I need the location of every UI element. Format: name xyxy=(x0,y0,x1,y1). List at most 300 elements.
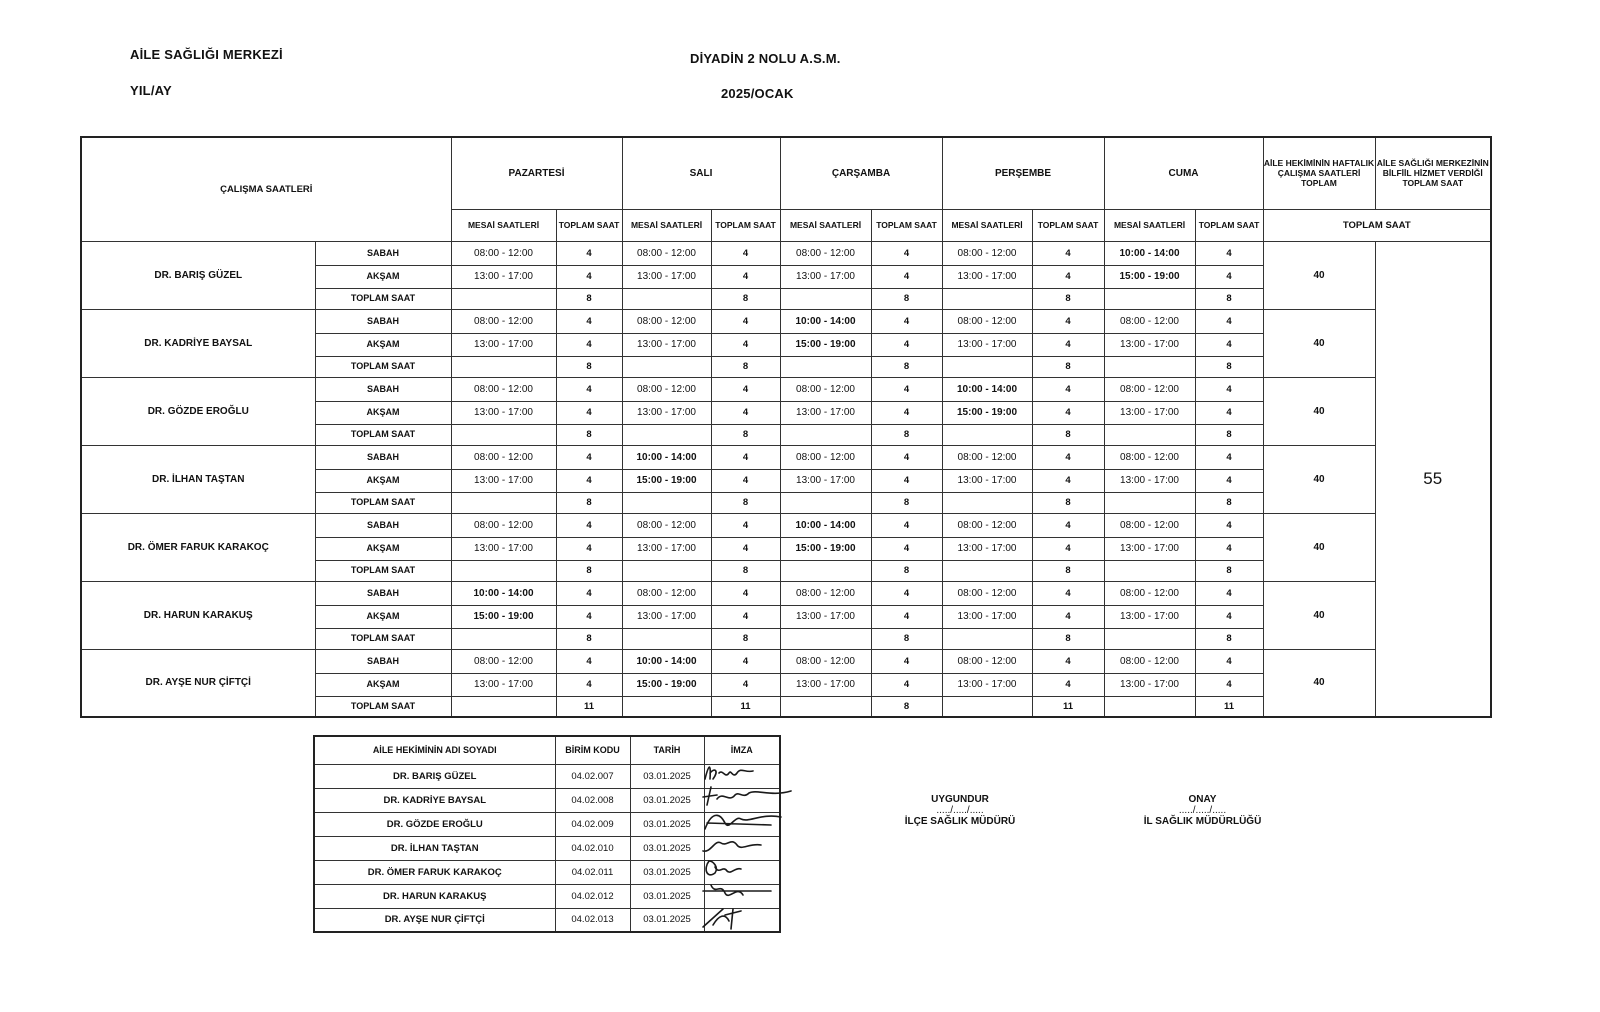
signature-table xyxy=(313,735,781,933)
shift-hours: 4 xyxy=(711,673,780,696)
day-total: 8 xyxy=(1195,424,1263,445)
shift-label: SABAH xyxy=(315,581,451,605)
shift-label: SABAH xyxy=(315,445,451,469)
shift-time: 08:00 - 12:00 xyxy=(942,445,1032,469)
weekly-total: 40 xyxy=(1263,581,1375,649)
shift-hours: 4 xyxy=(1195,649,1263,673)
day-total: 8 xyxy=(1032,288,1104,309)
mesai-header: MESAİ SAATLERİ xyxy=(1104,209,1195,241)
shift-label: SABAH xyxy=(315,309,451,333)
empty-cell xyxy=(942,492,1032,513)
toplam-header: TOPLAM SAAT xyxy=(1032,209,1104,241)
sig-doctor-name: DR. AYŞE NUR ÇİFTÇİ xyxy=(314,908,555,932)
empty-cell xyxy=(451,560,556,581)
shift-hours: 4 xyxy=(1032,377,1104,401)
empty-cell xyxy=(942,628,1032,649)
shift-time: 13:00 - 17:00 xyxy=(1104,537,1195,560)
mesai-header: MESAİ SAATLERİ xyxy=(942,209,1032,241)
day-total: 8 xyxy=(1195,492,1263,513)
doctor-name: DR. İLHAN TAŞTAN xyxy=(81,445,315,513)
empty-cell xyxy=(1104,560,1195,581)
doctor-name: DR. ÖMER FARUK KARAKOÇ xyxy=(81,513,315,581)
shift-label: AKŞAM xyxy=(315,265,451,288)
shift-time: 13:00 - 17:00 xyxy=(451,469,556,492)
shift-time: 08:00 - 12:00 xyxy=(780,241,871,265)
shift-hours: 4 xyxy=(1195,309,1263,333)
day-total: 8 xyxy=(556,356,622,377)
shift-time: 13:00 - 17:00 xyxy=(622,333,711,356)
onay-title: ONAY xyxy=(1188,794,1217,805)
shift-time: 10:00 - 14:00 xyxy=(780,513,871,537)
shift-label: TOPLAM SAAT xyxy=(315,288,451,309)
shift-time: 13:00 - 17:00 xyxy=(451,537,556,560)
day-header: ÇARŞAMBA xyxy=(780,137,942,209)
shift-time: 13:00 - 17:00 xyxy=(622,605,711,628)
day-total: 11 xyxy=(556,696,622,717)
shift-time: 13:00 - 17:00 xyxy=(1104,333,1195,356)
shift-hours: 4 xyxy=(711,649,780,673)
sig-date: 03.01.2025 xyxy=(630,884,704,908)
shift-time: 10:00 - 14:00 xyxy=(451,581,556,605)
day-total: 8 xyxy=(556,424,622,445)
shift-label: SABAH xyxy=(315,513,451,537)
empty-cell xyxy=(1104,492,1195,513)
shift-hours: 4 xyxy=(556,445,622,469)
sig-date: 03.01.2025 xyxy=(630,764,704,788)
shift-time: 08:00 - 12:00 xyxy=(451,309,556,333)
shift-time: 15:00 - 19:00 xyxy=(780,537,871,560)
shift-time: 13:00 - 17:00 xyxy=(942,265,1032,288)
shift-hours: 4 xyxy=(871,581,942,605)
center-total-header: AİLE SAĞLIĞI MERKEZİNİN BİLFİİL HİZMET VERDİĞİ TOPLAM SAAT xyxy=(1375,137,1491,209)
day-total: 8 xyxy=(711,356,780,377)
sig-unit-code: 04.02.007 xyxy=(555,764,630,788)
weekly-total: 40 xyxy=(1263,513,1375,581)
shift-time: 08:00 - 12:00 xyxy=(622,377,711,401)
header-center-sub: 2025/OCAK xyxy=(721,86,794,101)
day-total: 8 xyxy=(871,356,942,377)
sig-unit-code: 04.02.008 xyxy=(555,788,630,812)
header-left-sub: YIL/AY xyxy=(130,83,172,98)
schedule-row xyxy=(81,377,1491,401)
day-total: 8 xyxy=(871,628,942,649)
sig-date-header: TARİH xyxy=(630,736,704,764)
shift-time: 08:00 - 12:00 xyxy=(1104,309,1195,333)
shift-hours: 4 xyxy=(1195,377,1263,401)
day-total: 8 xyxy=(556,288,622,309)
shift-time: 08:00 - 12:00 xyxy=(1104,445,1195,469)
shift-hours: 4 xyxy=(1195,265,1263,288)
shift-hours: 4 xyxy=(556,581,622,605)
shift-hours: 4 xyxy=(556,401,622,424)
shift-hours: 4 xyxy=(1032,649,1104,673)
shift-time: 08:00 - 12:00 xyxy=(942,649,1032,673)
schedule-row xyxy=(81,445,1491,469)
shift-hours: 4 xyxy=(711,445,780,469)
shift-time: 13:00 - 17:00 xyxy=(622,265,711,288)
shift-hours: 4 xyxy=(871,377,942,401)
day-total: 8 xyxy=(871,560,942,581)
shift-time: 13:00 - 17:00 xyxy=(942,605,1032,628)
shift-hours: 4 xyxy=(711,377,780,401)
shift-hours: 4 xyxy=(1195,673,1263,696)
shift-hours: 4 xyxy=(1195,333,1263,356)
shift-time: 13:00 - 17:00 xyxy=(451,673,556,696)
sig-doctor-name: DR. İLHAN TAŞTAN xyxy=(314,836,555,860)
shift-hours: 4 xyxy=(871,513,942,537)
shift-time: 08:00 - 12:00 xyxy=(622,309,711,333)
shift-time: 08:00 - 12:00 xyxy=(780,581,871,605)
shift-label: TOPLAM SAAT xyxy=(315,424,451,445)
mesai-header: MESAİ SAATLERİ xyxy=(780,209,871,241)
approval-uygundur xyxy=(880,793,1040,829)
sig-date: 03.01.2025 xyxy=(630,788,704,812)
sig-code-header: BİRİM KODU xyxy=(555,736,630,764)
shift-hours: 4 xyxy=(871,445,942,469)
day-header: PERŞEMBE xyxy=(942,137,1104,209)
empty-cell xyxy=(942,356,1032,377)
shift-time: 08:00 - 12:00 xyxy=(942,309,1032,333)
shift-hours: 4 xyxy=(711,309,780,333)
shift-hours: 4 xyxy=(871,469,942,492)
shift-time: 15:00 - 19:00 xyxy=(622,673,711,696)
shift-hours: 4 xyxy=(556,605,622,628)
empty-cell xyxy=(1104,424,1195,445)
empty-cell xyxy=(451,356,556,377)
toplam-header: TOPLAM SAAT xyxy=(1195,209,1263,241)
day-total: 8 xyxy=(871,424,942,445)
shift-time: 08:00 - 12:00 xyxy=(780,445,871,469)
empty-cell xyxy=(942,424,1032,445)
shift-time: 10:00 - 14:00 xyxy=(942,377,1032,401)
shift-hours: 4 xyxy=(871,605,942,628)
shift-time: 13:00 - 17:00 xyxy=(1104,605,1195,628)
shift-hours: 4 xyxy=(1032,581,1104,605)
weekly-total: 40 xyxy=(1263,377,1375,445)
shift-hours: 4 xyxy=(871,309,942,333)
sig-doctor-name: DR. BARIŞ GÜZEL xyxy=(314,764,555,788)
shift-hours: 4 xyxy=(871,401,942,424)
shift-hours: 4 xyxy=(1032,513,1104,537)
shift-hours: 4 xyxy=(1032,309,1104,333)
header-left-title: AİLE SAĞLIĞI MERKEZİ xyxy=(130,47,283,62)
sig-date: 03.01.2025 xyxy=(630,812,704,836)
signature-cell xyxy=(704,908,780,932)
empty-cell xyxy=(1104,356,1195,377)
shift-time: 15:00 - 19:00 xyxy=(942,401,1032,424)
schedule-row xyxy=(81,309,1491,333)
day-total: 8 xyxy=(1195,288,1263,309)
shift-hours: 4 xyxy=(556,309,622,333)
day-total: 8 xyxy=(871,696,942,717)
shift-time: 08:00 - 12:00 xyxy=(622,513,711,537)
shift-label: AKŞAM xyxy=(315,537,451,560)
schedule-table xyxy=(80,136,1492,718)
shift-hours: 4 xyxy=(1195,241,1263,265)
shift-time: 08:00 - 12:00 xyxy=(942,581,1032,605)
empty-cell xyxy=(451,696,556,717)
shift-hours: 4 xyxy=(556,469,622,492)
shift-hours: 4 xyxy=(1032,537,1104,560)
shift-label: TOPLAM SAAT xyxy=(315,356,451,377)
empty-cell xyxy=(942,696,1032,717)
shift-time: 08:00 - 12:00 xyxy=(451,377,556,401)
weekly-total: 40 xyxy=(1263,649,1375,717)
shift-time: 08:00 - 12:00 xyxy=(780,649,871,673)
doctor-name: DR. KADRİYE BAYSAL xyxy=(81,309,315,377)
shift-hours: 4 xyxy=(711,469,780,492)
shift-hours: 4 xyxy=(556,265,622,288)
shift-time: 13:00 - 17:00 xyxy=(451,333,556,356)
shift-time: 13:00 - 17:00 xyxy=(622,401,711,424)
shift-time: 13:00 - 17:00 xyxy=(1104,673,1195,696)
shift-hours: 4 xyxy=(1195,581,1263,605)
weekly-total: 40 xyxy=(1263,445,1375,513)
shift-time: 13:00 - 17:00 xyxy=(1104,469,1195,492)
shift-hours: 4 xyxy=(871,241,942,265)
shift-hours: 4 xyxy=(1195,513,1263,537)
empty-cell xyxy=(780,288,871,309)
shift-time: 08:00 - 12:00 xyxy=(1104,649,1195,673)
shift-time: 13:00 - 17:00 xyxy=(942,537,1032,560)
corner-label: ÇALIŞMA SAATLERİ xyxy=(81,137,451,241)
empty-cell xyxy=(622,492,711,513)
uygundur-label: İLÇE SAĞLIK MÜDÜRÜ xyxy=(904,816,1016,827)
shift-hours: 4 xyxy=(1032,333,1104,356)
schedule-row xyxy=(81,581,1491,605)
shift-hours: 4 xyxy=(711,537,780,560)
day-total: 8 xyxy=(711,424,780,445)
shift-hours: 4 xyxy=(711,333,780,356)
day-header: PAZARTESİ xyxy=(451,137,622,209)
shift-time: 10:00 - 14:00 xyxy=(780,309,871,333)
empty-cell xyxy=(942,560,1032,581)
shift-hours: 4 xyxy=(556,513,622,537)
header-center-title: DİYADİN 2 NOLU A.S.M. xyxy=(690,51,841,66)
shift-time: 08:00 - 12:00 xyxy=(1104,581,1195,605)
sig-doctor-name: DR. KADRİYE BAYSAL xyxy=(314,788,555,812)
shift-hours: 4 xyxy=(1032,265,1104,288)
sig-unit-code: 04.02.012 xyxy=(555,884,630,908)
shift-hours: 4 xyxy=(1195,445,1263,469)
shift-label: TOPLAM SAAT xyxy=(315,628,451,649)
day-total: 8 xyxy=(556,628,622,649)
empty-cell xyxy=(780,560,871,581)
shift-hours: 4 xyxy=(1032,605,1104,628)
shift-time: 08:00 - 12:00 xyxy=(451,513,556,537)
shift-hours: 4 xyxy=(556,333,622,356)
day-total: 8 xyxy=(1195,356,1263,377)
day-total: 11 xyxy=(1032,696,1104,717)
shift-time: 13:00 - 17:00 xyxy=(451,401,556,424)
shift-time: 13:00 - 17:00 xyxy=(942,673,1032,696)
day-total: 8 xyxy=(871,288,942,309)
shift-hours: 4 xyxy=(711,265,780,288)
empty-cell xyxy=(780,424,871,445)
toplam-header: TOPLAM SAAT xyxy=(711,209,780,241)
shift-time: 08:00 - 12:00 xyxy=(1104,513,1195,537)
shift-label: SABAH xyxy=(315,377,451,401)
sig-unit-code: 04.02.013 xyxy=(555,908,630,932)
shift-hours: 4 xyxy=(556,241,622,265)
shift-hours: 4 xyxy=(1195,605,1263,628)
shift-label: SABAH xyxy=(315,649,451,673)
shift-hours: 4 xyxy=(556,673,622,696)
shift-label: AKŞAM xyxy=(315,333,451,356)
empty-cell xyxy=(622,628,711,649)
empty-cell xyxy=(451,288,556,309)
shift-hours: 4 xyxy=(1032,445,1104,469)
shift-hours: 4 xyxy=(871,333,942,356)
sig-unit-code: 04.02.009 xyxy=(555,812,630,836)
day-header: CUMA xyxy=(1104,137,1263,209)
shift-label: SABAH xyxy=(315,241,451,265)
shift-hours: 4 xyxy=(871,673,942,696)
shift-hours: 4 xyxy=(711,241,780,265)
toplam-header: TOPLAM SAAT xyxy=(871,209,942,241)
shift-time: 13:00 - 17:00 xyxy=(451,265,556,288)
shift-hours: 4 xyxy=(556,649,622,673)
shift-time: 08:00 - 12:00 xyxy=(451,241,556,265)
weekly-total: 40 xyxy=(1263,241,1375,309)
empty-cell xyxy=(622,696,711,717)
shift-time: 08:00 - 12:00 xyxy=(1104,377,1195,401)
toplam-header: TOPLAM SAAT xyxy=(556,209,622,241)
shift-time: 08:00 - 12:00 xyxy=(942,241,1032,265)
shift-time: 10:00 - 14:00 xyxy=(622,445,711,469)
shift-hours: 4 xyxy=(556,537,622,560)
shift-time: 13:00 - 17:00 xyxy=(780,265,871,288)
handwritten-signature-icon xyxy=(701,905,781,933)
shift-time: 13:00 - 17:00 xyxy=(780,469,871,492)
sig-doctor-name: DR. GÖZDE EROĞLU xyxy=(314,812,555,836)
shift-hours: 4 xyxy=(711,581,780,605)
shift-time: 10:00 - 14:00 xyxy=(622,649,711,673)
empty-cell xyxy=(780,356,871,377)
approval-onay xyxy=(1120,793,1285,829)
day-total: 8 xyxy=(1032,356,1104,377)
shift-time: 08:00 - 12:00 xyxy=(622,581,711,605)
sig-doctor-name: DR. ÖMER FARUK KARAKOÇ xyxy=(314,860,555,884)
mesai-header: MESAİ SAATLERİ xyxy=(622,209,711,241)
shift-hours: 4 xyxy=(1032,673,1104,696)
onay-date-line: ...../...../..... xyxy=(1178,805,1227,816)
shift-time: 13:00 - 17:00 xyxy=(942,469,1032,492)
empty-cell xyxy=(451,628,556,649)
shift-label: AKŞAM xyxy=(315,469,451,492)
shift-time: 13:00 - 17:00 xyxy=(1104,401,1195,424)
empty-cell xyxy=(942,288,1032,309)
shift-time: 13:00 - 17:00 xyxy=(780,673,871,696)
day-total: 8 xyxy=(1195,628,1263,649)
day-total: 8 xyxy=(711,492,780,513)
shift-time: 13:00 - 17:00 xyxy=(780,401,871,424)
shift-hours: 4 xyxy=(711,513,780,537)
day-header: SALI xyxy=(622,137,780,209)
doctor-name: DR. GÖZDE EROĞLU xyxy=(81,377,315,445)
shift-label: TOPLAM SAAT xyxy=(315,492,451,513)
day-total: 8 xyxy=(1032,560,1104,581)
empty-cell xyxy=(622,424,711,445)
day-total: 8 xyxy=(1195,560,1263,581)
shift-time: 13:00 - 17:00 xyxy=(780,605,871,628)
day-total: 8 xyxy=(711,288,780,309)
schedule-row xyxy=(81,649,1491,673)
day-total: 8 xyxy=(556,492,622,513)
uygundur-date-line: ...../...../..... xyxy=(936,805,984,816)
day-total: 8 xyxy=(871,492,942,513)
sig-date: 03.01.2025 xyxy=(630,908,704,932)
shift-label: TOPLAM SAAT xyxy=(315,560,451,581)
shift-label: AKŞAM xyxy=(315,605,451,628)
shift-time: 08:00 - 12:00 xyxy=(451,445,556,469)
doctor-name: DR. HARUN KARAKUŞ xyxy=(81,581,315,649)
day-total: 8 xyxy=(711,628,780,649)
empty-cell xyxy=(451,424,556,445)
shift-hours: 4 xyxy=(711,605,780,628)
day-total: 8 xyxy=(1032,492,1104,513)
sig-unit-code: 04.02.010 xyxy=(555,836,630,860)
day-total: 8 xyxy=(711,560,780,581)
shift-time: 13:00 - 17:00 xyxy=(942,333,1032,356)
weekly-total: 40 xyxy=(1263,309,1375,377)
signature-row xyxy=(314,908,780,932)
shift-hours: 4 xyxy=(1195,401,1263,424)
empty-cell xyxy=(1104,628,1195,649)
sig-doctor-name: DR. HARUN KARAKUŞ xyxy=(314,884,555,908)
shift-time: 08:00 - 12:00 xyxy=(622,241,711,265)
shift-hours: 4 xyxy=(871,265,942,288)
onay-label: İL SAĞLIK MÜDÜRLÜĞÜ xyxy=(1143,816,1262,827)
schedule-row xyxy=(81,241,1491,265)
empty-cell xyxy=(780,492,871,513)
empty-cell xyxy=(622,288,711,309)
shift-hours: 4 xyxy=(556,377,622,401)
day-total: 8 xyxy=(1032,628,1104,649)
shift-hours: 4 xyxy=(711,401,780,424)
empty-cell xyxy=(451,492,556,513)
day-total: 11 xyxy=(711,696,780,717)
shift-hours: 4 xyxy=(871,649,942,673)
shift-time: 08:00 - 12:00 xyxy=(451,649,556,673)
schedule-row xyxy=(81,513,1491,537)
empty-cell xyxy=(622,356,711,377)
shift-time: 15:00 - 19:00 xyxy=(1104,265,1195,288)
shift-hours: 4 xyxy=(1195,469,1263,492)
doctor-name: DR. AYŞE NUR ÇİFTÇİ xyxy=(81,649,315,717)
grand-total: 55 xyxy=(1375,241,1491,717)
shift-label: AKŞAM xyxy=(315,401,451,424)
weekly-total-header: AİLE HEKİMİNİN HAFTALIK ÇALIŞMA SAATLERİ TOPLAM xyxy=(1263,137,1375,209)
toplam-saat-header: TOPLAM SAAT xyxy=(1263,209,1491,241)
day-total: 11 xyxy=(1195,696,1263,717)
sig-sign-header: İMZA xyxy=(704,736,780,764)
empty-cell xyxy=(622,560,711,581)
sig-date: 03.01.2025 xyxy=(630,836,704,860)
sig-date: 03.01.2025 xyxy=(630,860,704,884)
doctor-name: DR. BARIŞ GÜZEL xyxy=(81,241,315,309)
shift-time: 10:00 - 14:00 xyxy=(1104,241,1195,265)
empty-cell xyxy=(1104,696,1195,717)
shift-time: 13:00 - 17:00 xyxy=(622,537,711,560)
day-total: 8 xyxy=(1032,424,1104,445)
uygundur-title: UYGUNDUR xyxy=(931,794,989,805)
shift-label: TOPLAM SAAT xyxy=(315,696,451,717)
shift-hours: 4 xyxy=(1032,469,1104,492)
shift-time: 15:00 - 19:00 xyxy=(780,333,871,356)
day-total: 8 xyxy=(556,560,622,581)
shift-hours: 4 xyxy=(1032,401,1104,424)
